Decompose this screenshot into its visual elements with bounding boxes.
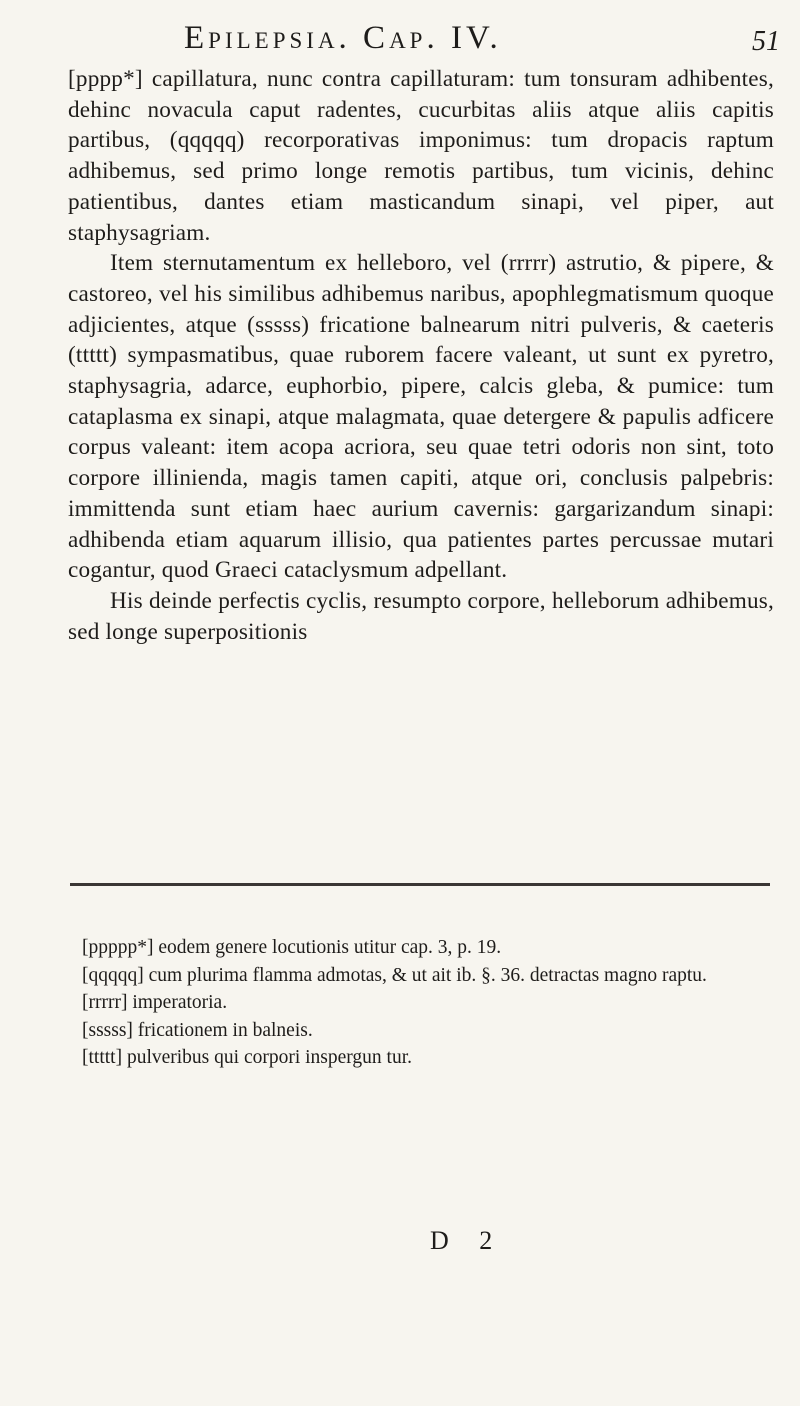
paragraph: Item sternutamentum ex helleboro, vel (rrrrr) astrutio, & pipere, & castoreo, vel his similibus adhibemus naribus, apophlegmatismum quoque adjicientes, atque (sssss) fricatione balnearum nitri pulveris, & caeteris (ttttt) sympasmatibus, quae ruborem facere valeant, ut sunt ex pyretro, staphysagria, adarce, euphorbio, pipere, calcis gleba, & pumice: tum cataplasma ex sinapi, atque malagmata, quae detergere & papulis adficere corpus valeant: item acopa acriora, seu quae tetri odoris non sint, toto corpore illinienda, magis tamen capiti, atque ori, conclusis palpebris: immittenda sunt etiam haec aurium cavernis: gargarizandum sinapi: adhibenda etiam aquarum illisio, qua patientes partes percussae mutari cogantur, quod Graeci cataclysmum adpellant. — [68, 250, 774, 584]
footnote: [ppppp*] eodem genere locutionis utitur cap. 3, p. 19. — [82, 937, 502, 958]
main-text — [68, 64, 774, 647]
running-head — [100, 20, 780, 64]
signature-mark: D 2 — [430, 1226, 505, 1255]
page-number: 51 — [752, 26, 780, 57]
footnote: [ttttt] pulveribus qui corpori inspergun tur. — [82, 1047, 413, 1068]
footnote: [rrrrr] imperatoria. — [82, 992, 228, 1013]
paragraph: [pppp*] capillatura, nunc contra capillaturam: tum tonsuram adhibentes, dehinc novacula caput radentes, cucurbitas aliis atque aliis capitis partibus, (qqqqq) recorporativas imponimus: tum dropacis raptum adhibemus, sed primo longe remotis partibus, tum vicinis, dehinc patientibus, dantes etiam masticandum sinapi, vel piper, aut staphysagriam. — [68, 66, 774, 246]
footnote: [sssss] fricationem in balneis. — [82, 1019, 313, 1041]
footnote: [qqqqq] cum plurima flamma admotas, & ut ait ib. §. 36. detractas magno raptu. — [82, 964, 707, 986]
footnote-divider — [70, 883, 770, 886]
footnotes — [82, 934, 772, 1072]
chapter-title: Epilepsia. Cap. IV. — [184, 20, 502, 56]
paragraph: His deinde perfectis cyclis, resumpto corpore, helleborum adhibemus, sed longe superpositionis — [68, 587, 774, 645]
